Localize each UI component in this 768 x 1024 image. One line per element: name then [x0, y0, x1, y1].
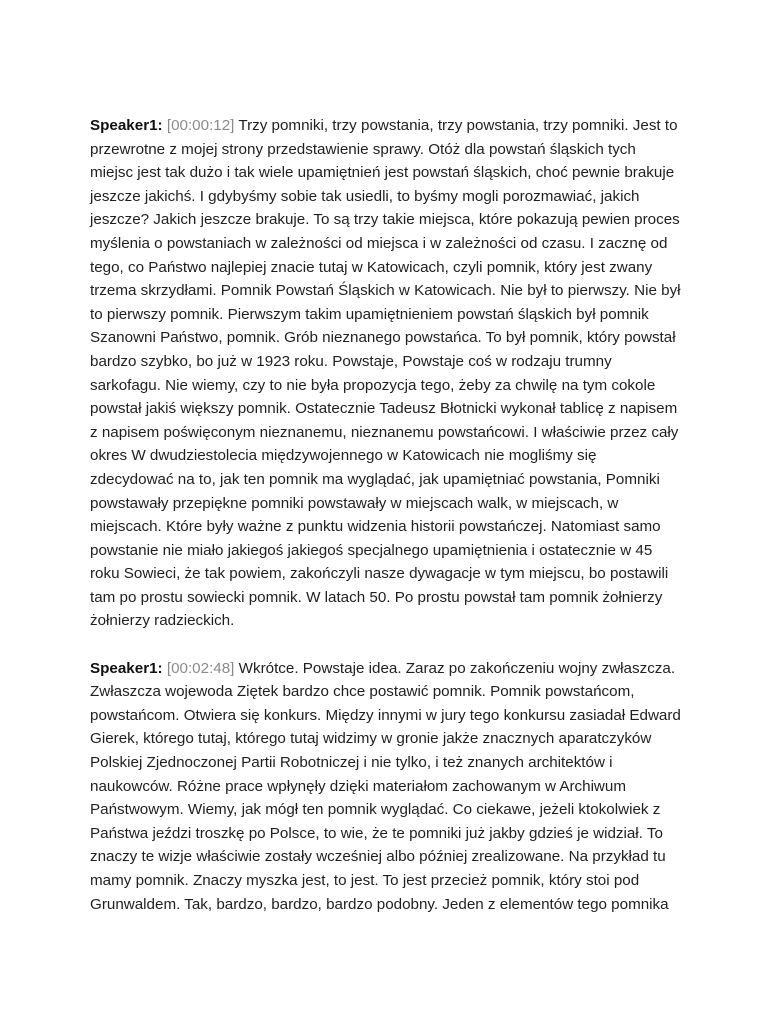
transcript-segment — [90, 657, 682, 917]
transcript-document — [90, 114, 682, 940]
transcript-segment — [90, 114, 682, 633]
timestamp: [00:00:12] — [166, 117, 235, 134]
speaker-label: Speaker1: — [90, 117, 163, 134]
segment-text: Trzy pomniki, trzy powstania, trzy powstania, trzy pomniki. Jest to przewrotne z mojej strony przedstawienie sprawy. Otóż dla powstań śląskich tych miejsc jest tak dużo i tak wiele upamiętnień jest powstań śląskich, choć pewnie brakuje jeszcze jakichś. I gdybyśmy sobie tak usiedli, to byśmy mogli porozmawiać, jakich jeszcze? Jakich jeszcze brakuje. To są trzy takie miejsca, które pokazują pewien proces myślenia o powstaniach w zależności od miejsca i w zależności od czasu. I zacznę od tego, co Państwo najlepiej znacie tutaj w Katowicach, czyli pomnik, który jest zwany trzema skrzydłami. Pomnik Powstań Śląskich w Katowicach. Nie był to pierwszy. Nie był to pierwszy pomnik. Pierwszym takim upamiętnieniem powstań śląskich był pomnik Szanowni Państwo, pomnik. Grób nieznanego powstańca. To był pomnik, który powstał bardzo szybko, bo już w 1923 roku. Powstaje, Powstaje coś w rodzaju trumny sarkofagu. Nie wiemy, czy to nie była propozycja tego, żeby za chwilę na tym cokole powstał jakiś większy pomnik. Ostatecznie Tadeusz Błotnicki wykonał tablicę z napisem z napisem poświęconym nieznanemu, nieznanemu powstańcowi. I właściwie przez cały okres W dwudziestolecia międzywojennego w Katowicach nie mogliśmy się zdecydować na to, jak ten pomnik ma wyglądać, jak upamiętniać powstania, Pomniki powstawały przepiękne pomniki powstawały w miejscach walk, w miejscach, w miejscach. Które były ważne z punktu widzenia historii powstańczej. Natomiast samo powstanie nie miało jakiegoś jakiegoś specjalnego upamiętnienia i ostatecznie w 45 roku Sowieci, że tak powiem, zakończyli nasze dywagacje w tym miejscu, bo postawili tam po prostu sowiecki pomnik. W latach 50. Po prostu powstał tam pomnik żołnierzy żołnierzy radzieckich. — [90, 117, 681, 630]
speaker-label: Speaker1: — [90, 659, 163, 677]
segment-text: Wkrótce. Powstaje idea. Zaraz po zakończeniu wojny zwłaszcza. Zwłaszcza wojewoda Ziętek bardzo chce postawić pomnik. Pomnik powstańcom, powstańcom. Otwiera się konkurs. Między innymi w jury tego konkursu zasiadał Edward Gierek, którego tutaj, którego tutaj widzimy w gronie jakże znacznych aparatczyków Polskiej Zjednoczonej Partii Robotniczej i nie tylko, i też znanych architektów i naukowców. Różne prace wpłynęły dzięki materiałom zachowanym w Archiwum Państwowym. Wiemy, jak mógł ten pomnik wyglądać. Co ciekawe, jeżeli ktokolwiek z Państwa jeździ troszkę po Polsce, to wie, że te pomniki już jakby gdzieś je widział. To znaczy te wizje właściwie zostały wcześniej albo później zrealizowane. Na przykład tu mamy pomnik. Znaczy myszka jest, to jest. To jest przecież pomnik, który stoi pod Grunwaldem. Tak, bardzo, bardzo, bardzo podobny. Jeden z elementów tego pomnika — [90, 659, 681, 913]
timestamp: [00:02:48] — [166, 659, 235, 677]
